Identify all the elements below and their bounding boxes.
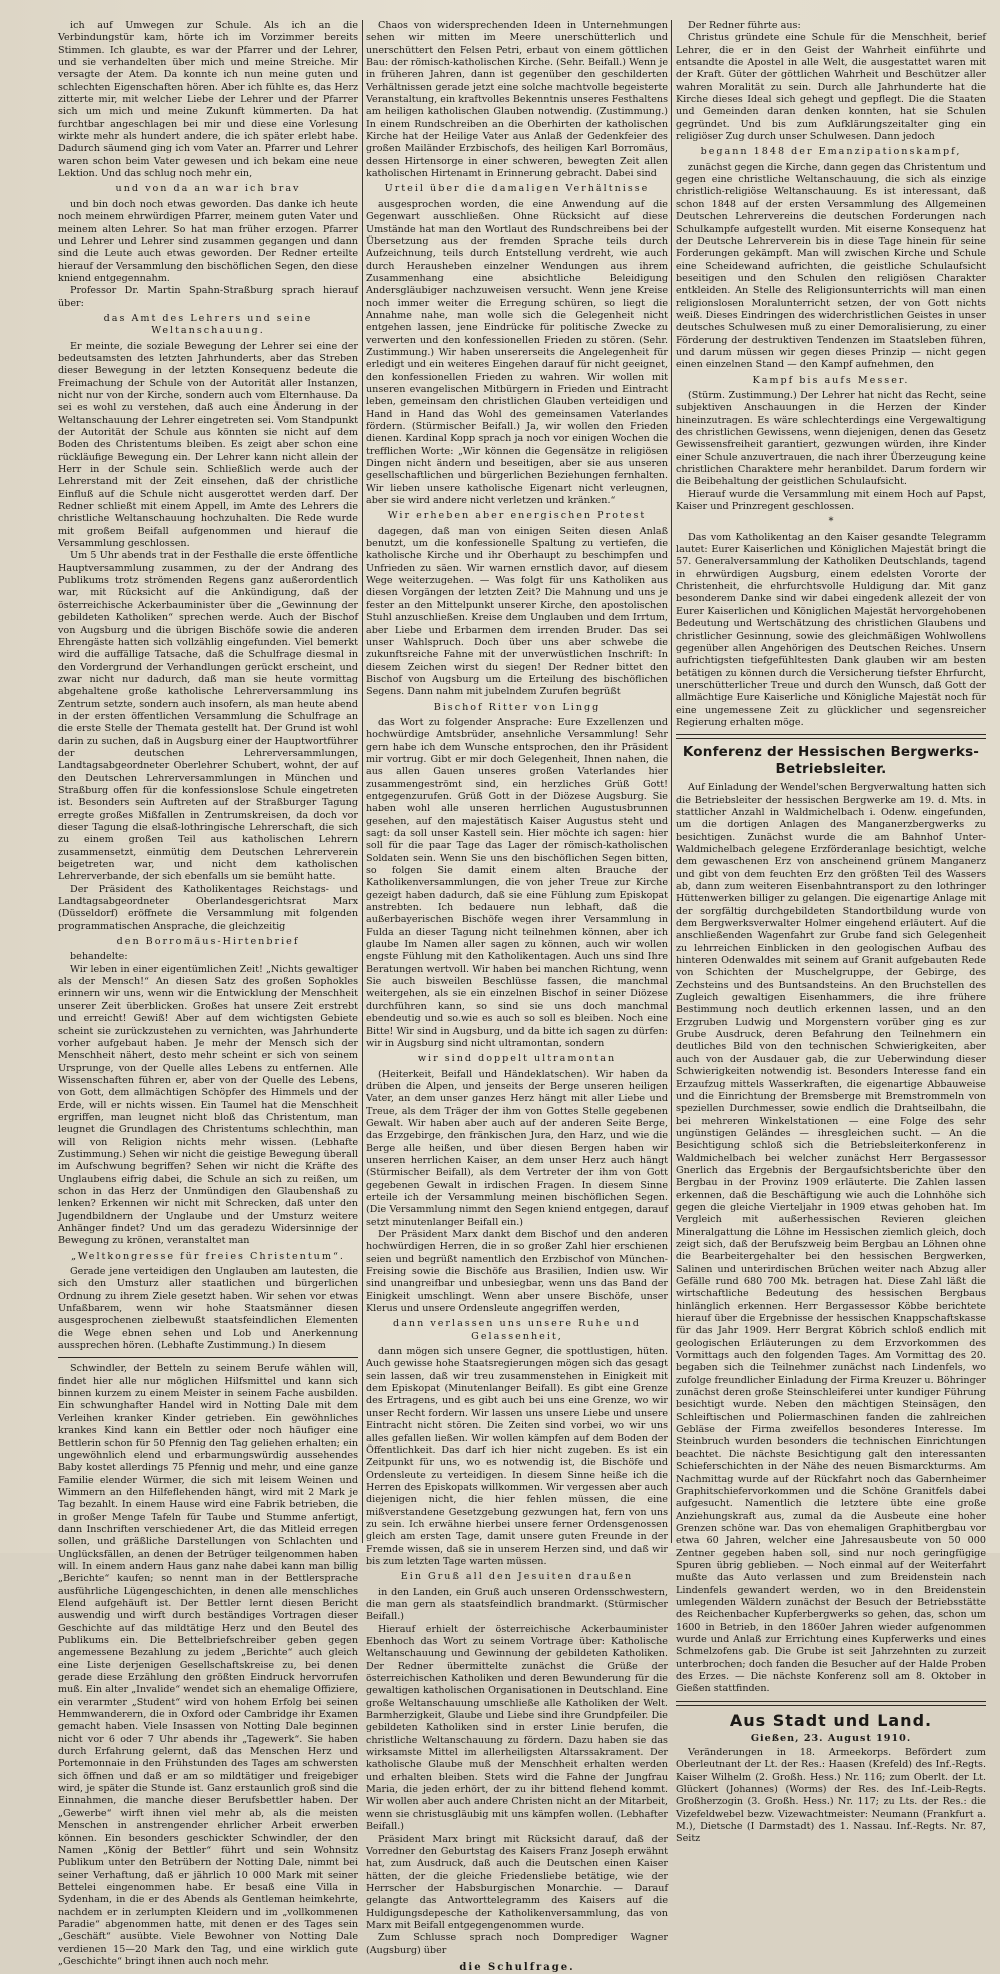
paragraph: dagegen, daß man von einigen Seiten diesen Anlaß benutzt, um die konfessionelle Spaltung zu vertiefen, die katholische Kirche und ihr Oberhaupt zu beschimpfen und Unfrieden zu säen. Wir warnen ernstlich davor, auf diesem Wege weiterzugehen. — Was folgt für uns Katholiken aus diesen Vorgängen der letzten Zeit? Die Mahnung und uns je fester an den Mittelpunkt unserer Kirche, den apostolischen Stuhl anzuschließen. Kreise dem Unglauben und dem Irrtum, aber Liebe und Erbarmen dem irrenden Bruder. Das sei unser Wahlspruch. Doch über uns aber schwebe die zukunftsreiche Fahne mit der unverwüstlichen Inschrift: In diesem Zeichen wirst du siegen! Der Redner bittet den Bischof von Augsburg um die Erteilung des bischöflichen Segens. Dann nahm mit jubelndem Zurufen begrüßt <box>366 525 668 698</box>
column-rule <box>671 20 672 1543</box>
column-1 <box>58 20 358 1967</box>
paragraph: (Stürm. Zustimmung.) Der Lehrer hat nicht das Recht, seine subjektiven Anschauungen in die Herzen der Kinder hineinzutragen. Es wäre schlechterdings eine Vergewaltigung des christlichen Gewissens, wenn diejenigen, denen das Gesetz Gewissensfreiheit garantiert, gezwungen würden, ihre Kinder einer Schule anzuvertrauen, die nach ihrer Überzeugung keine christlichen Charaktere mehr heranbildet. Darum fordern wir die Beibehaltung der geistlichen Schulaufsicht. <box>676 389 986 488</box>
subheading: das Amt des Lehrers und seine Weltanschauung. <box>103 312 313 337</box>
paragraph: Wir leben in einer eigentümlichen Zeit! „Nichts gewaltiger als der Mensch!“ An diesen Satz des großen Sophokles erinnern wir uns, wenn wir die Entwicklung der Menschheit unserer Zeit überblicken. Großes hat unsere Zeit erstrebt und erreicht! Gewiß! Aber auf dem wichtigsten Gebiete scheint sie zurückzustehen zu vernichten, was Jahrhunderte vorher aufgebaut haben. Je mehr der Mensch sich der Menschheit nähert, desto mehr scheint er sich von seinem Ursprunge, von der Quelle alles Lebens zu entfernen. Alle Wissenschaften führen er, aber von der Quelle des Lebens, von Gott, dem allmächtigen Schöpfer des Himmels und der Erde, will er nichts wissen. Ein Taumel hat die Menschheit ergriffen, man leugnet nicht bloß das Christentum, man leugnet die Grundlagen des Christentums schlechthin, man will von Religion nichts mehr wissen. (Lebhafte Zustimmung.) Sehen wir nicht die geistige Bewegung überall im Aufschwung begriffen? Sehen wir nicht die Kräfte des Unglaubens eifrig dabei, die Schule an sich zu reißen, um schon in das Herz der Unmündigen den Glaubenshaß zu lenken? Erkennen wir nicht mit Schrecken, daß unter den Jugendbildnern der Unglaube und der Umsturz weitere Anhänger findet? Und um das geradezu Widersinnige der Bewegung zu krönen, veranstaltet man <box>58 963 358 1247</box>
paragraph: Hierauf wurde die Versammlung mit einem Hoch auf Papst, Kaiser und Prinzregent geschlossen. <box>676 488 986 513</box>
divider <box>676 734 986 739</box>
subheading: dann verlassen uns unsere Ruhe und Gelassenheit, <box>393 1318 641 1342</box>
dateline: Gießen, 23. August 1910. <box>750 1732 912 1744</box>
paragraph: und bin doch noch etwas geworden. Das danke ich heute noch meinem ehrwürdigen Pfarrer, meinem guten Vater und meinem alten Lehrer. So hat man früher erzogen. Pfarrer und Lehrer und Lehrer sind zusammen gegangen und dann sind die Leute auch etwas geworden. Der Redner erteilte hierauf der Versammlung den bischöflichen Segen, den diese kniend entgegennahm. <box>58 198 358 284</box>
paragraph: Schwindler, der Betteln zu seinem Berufe wählen will, findet hier alle nur möglichen Hilfsmittel und kann sich binnen kurzem zu einem Meister in seinem Fache ausbilden. Ein schwunghafter Handel wird in Notting Dale mit dem Verleihen kranker Kinder getrieben. Ein gewöhnliches krankes Kind kann ein Bettler oder noch häufiger eine Bettlerin schon für 50 Pfennig den Tag geliehen erhalten; ein ungewöhnlich elend und erbarmungswürdig aussehendes Baby kostet allerdings 75 Pfennig und mehr, und eine ganze Familie elender Würmer, die sich mit leisem Weinen und Wimmern an den Hilfeflehenden hängt, wird mit 2 Mark je Tag bezahlt. In einem Hause wird eine Fabrik betrieben, die in großer Menge Tafeln für Taube und Stumme anfertigt, dann Inschriften verschiedener Art, die das Mitleid erregen sollen, und gräßliche Darstellungen von Schlachten und Unglücksfällen, an denen der Betrüger teilgenommen haben will. In einem andern Haus ganz nahe dabei kann man billig „Berichte“ kaufen; so nennt man in der Bettlersprache ausführliche Lügengeschichten, in denen alle menschliches Elend aufgehäuft ist. Der Bettler lernt diesen Bericht auswendig und wirft durch beständiges Vortragen dieser Geschichte auf das mildtätige Herz und den Beutel des Publikums ein. Die Bettelbriefschreiber geben gegen angemessene Bezahlung zu jedem „Berichte“ auch gleich eine Liste derjenigen Gesellschaftskreise zu, bei denen gerade diese Erzählung den größten Eindruck hervorrufen muß. Ein alter „Invalide“ wendet sich an ehemalige Offiziere, ein verarmter „Student“ wird von hohem Erfolg bei seinen Hemmwanderern, die in Oxford oder Cambridge ihr Examen gemacht haben. Viele Insassen von Notting Dale beginnen nicht vor 6 oder 7 Uhr abends ihr „Tagewerk“. Sie haben durch Erfahrung gelernt, daß das Menschen Herz und Portemonnaie in den Frühstunden des Tages am schwersten sich öffnen und daß er am so mildtätiger und freigebiger wird, je später die Stunde ist. Ganz erstaunlich groß sind die Einnahmen, die manche dieser Berufsbettler haben. Der „Gewerbe“ wirft ihnen viel mehr ab, als die meisten Menschen in anstrengender ehrlicher Arbeit erwerben können. Ein besonders geschickter Schwindler, der den Namen „König der Bettler“ führt und sein Wohnsitz Publikum unter den Betrübern der Notting Dale, nimmt bei seiner Verhaftung, daß er jährlich 10 000 Mark mit seiner Bettelei eingenommen habe. Er besaß eine Villa in Sydenham, in die er des Abends als Gentleman heimkehrte, nachdem er in zerlumpten Kleidern und im „vollkommenen Paradie“ abgenommen hatte, mit denen er des Tages sein „Geschäft“ ausübte. Viele Bewohner von Notting Dale verdienen 15—20 Mark den Tag, und eine wirklich gute „Geschichte“ bringt ihnen auch noch mehr. <box>58 1363 358 1967</box>
subheading: Bischof Ritter von Lingg <box>433 701 601 713</box>
subheading: begann 1848 der Emanzipationskampf, <box>700 146 962 158</box>
subheading: Ein Gruß all den Jesuiten draußen <box>400 1571 634 1583</box>
paragraph: dann mögen sich unsere Gegner, die spottlustigen, hüten. Auch gewisse hohe Staatsregierungen mögen sich das gesagt sein lassen, daß wir treu zusammenstehen in Einigkeit mit dem Episkopat (Minutenlanger Beifall). Es gibt eine Grenze des Ertragens, und es gibt auch bei uns eine Grenze, wo wir unser Recht fordern. Wir lassen uns unsere Liebe und unsere Eintracht nicht stören. Die Zeiten sind vorbei, wo wir uns alles gefallen ließen. Wir wollen kämpfen auf dem Boden der Öffentlichkeit. Das darf ich hier nicht zugeben. Es ist ein Zeitpunkt für uns, wo es notwendig ist, die Bischöfe und Ordensleute zu verteidigen. In diesem Sinne heiße ich die Herren des Episkopats willkommen. Wir vergessen aber auch diejenigen nicht, die hier fehlen müssen, die eine mißverstandene Gesetzgebung gezwungen hat, fern von uns zu sein. Ich erwähne hierbei unsere ferner Ordensgenossen gleich am ersten Tage, damit unsere guten Freunde in der Fremde wissen, daß sie in unserem Herzen sind, und daß wir bis zum letzten Tage warten müssen. <box>366 1346 668 1567</box>
paragraph: Präsident Marx bringt mit Rücksicht darauf, daß der Vorredner den Geburtstag des Kaisers Franz Joseph erwähnt hat, zum Ausdruck, daß auch die Deutschen einen Kaiser hätten, der die gleiche Friedensliebe betätige, wie der Herrscher der Habsburgischen Monarchie. — Darauf gelangte das Antworttelegramm des Kaisers auf die Huldigungsdepesche der Katholikenversammlung, das von Marx mit Beifall entgegengenommen wurde. <box>366 1833 668 1931</box>
paragraph: in den Landen, ein Gruß auch unseren Ordensschwestern, die man gern als staatsfeindlich brandmarkt. (Stürmischer Beifall.) <box>366 1586 668 1623</box>
divider <box>676 1701 986 1706</box>
paragraph: Christus gründete eine Schule für die Menschheit, berief Lehrer, die er in den Geist der Wahrheit einführte und entsandte die Apostel in alle Welt, die ausgestattet waren mit der Kraft. Güter der göttlichen Wahrheit und Beschützer aller wahren Moralität zu sein. Durch alle Jahrhunderte hat die Kirche dieses Ideal sich gehegt und gepflegt. Die die Staaten und Gemeinden daran denken konnten, hat sie Schulen gegründet. Und bis zum Aufklärungszeitalter ging ein religiöser Zug durch unser Schulwesen. Dann jedoch <box>676 32 986 143</box>
paragraph: ich auf Umwegen zur Schule. Als ich an die Verbindungstür kam, hörte ich im Vorzimmer bereits Stimmen. Ich glaubte, es war der Pfarrer und der Lehrer, und sie verhandelten über mich und meine Streiche. Mir versagte der Atem. Da konnte ich nun meine guten und schlechten Eigenschaften hören. Aber ich fühlte es, das Herz zitterte mir, mit welcher Liebe der Lehrer und der Pfarrer sich um mich und meine Zukunft kümmerten. Da hat furchtbar angeschlagen bei mir und diese eine Vorlesung wirkte mehr als hundert andere, die ich später erlebt habe. Dadurch säumend ging ich vom Vater an. Pfarrer und Lehrer waren schon beim Vater gewesen und ich bekam eine neue Lektion. Und das schlug noch mehr ein, <box>58 20 358 180</box>
paragraph: Auf Einladung der Wendel'schen Bergverwaltung hatten sich die Betriebsleiter der hessischen Bergwerke am 19. d. Mts. in stattlicher Anzahl in Waldmichelbach i. Odenw. eingefunden, um die dortigen Anlagen des Manganerzbergwerks zu besichtigen. Zunächst wurde die am Bahnhof Unter-Waldmichelbach gelegene Erzförderanlage besichtigt, welche dem gewaschenen Erz von anscheinend grünem Manganerz und gibt von dem feuchten Erz den größten Teil des Wassers ab, dann zum weiteren Eisenbahntransport zu den lothringer Hüttenwerken billiger zu gelangen. Die eigenartige Anlage mit der sorgfältig durchgebildeten Standortbildung wurde von dem Bergwerksverwalter Holmer eingehend erläutert. Auf die anschließenden Wagenfahrt zur Grube fand sich Gelegenheit zu lehrreichen Einblicken in den geologischen Aufbau des hinteren Odenwaldes mit seinem auf Granit aufgebauten Rede von Schichten der Muschelgruppe, der Gebirge, des Zechsteins und des Buntsandsteins. An den Bruchstellen des Zugleich gewaltigen Eisenhammers, die ihre frühere Bestimmung noch deutlich erkennen lassen, und an den Erzgruben Ludwig und Morgenstern vorüber ging es zur Grube Ausdruck, deren Befahrung den Teilnehmern ein deutliches Bild von den technischen Schwierigkeiten, aber auch von der Ausdauer gab, die zur Ueberwindung dieser Schwierigkeiten notwendig ist. Besonders Interesse fand ein Erzaufzug mittels Wasserkraften, die eigenartige Abbauweise und die Einrichtung der Bremsberge mit Bremstrommeln von speziellen Durchmesser, sowie endlich die Drahtseilbahn, die bei mehreren Winkelstationen — eine Folge des sehr ungünstigen Geländes — ihresgleichen sucht. — An die Besichtigung schloß sich die Betriebsleiterkonferenz in Waldmichelbach bei welcher zunächst Herr Bergassessor Gnerlich das Ergebnis der Bergaufsichtsberichte über den Bergbau in der Provinz 1909 erläuterte. Die Zahlen lassen erkennen, daß die Beschäftigung wie auch die Lohnhöhe sich gegen die gleiche Vierteljahr in 1909 etwas gehoben hat. Im Vergleich mit außerhessischen Revieren gleichen Mineralgattung die Löhne im Hessischen ziemlich gleich, doch zeigt sich, daß der Berufszweig beim Bergbau an Löhnen ohne die Bearbeitergehalter bei den hessischen Bergwerken, Salinen und unterirdischen Brüchen weiter nach Abzug aller Gefälle rund 680 700 Mk. betragen hat. Diese Zahl läßt die wirtschaftliche Bedeutung des hessischen Bergbaus hinlänglich erkennen. Herr Bergassessor Köbbe berichtete hierauf über die Ergebnisse der hessischen Knappschaftskasse für das Jahr 1909. Herr Bergrat Köbrich schloß endlich mit geologischen Erläuterungen zu dem Erzvorkommen des Vormittags auch den folgenden Tages. Am Vormittag des 20. begaben sich die Teilnehmer zunächst nach Lindenfels, wo zufolge freundlicher Einladung der Firma Kreuzer u. Böhringer zunächst deren große Steinschleiferei unter kundiger Führung besichtigt wurde. Neben den mächtigen Steinsägen, den Schleiftischen und Poliermaschinen fanden die zahlreichen Gebläse der Firma zweifellos besonderes Interesse. Im Steinbruch wurden besonders die technischen Einrichtungen beachtet. Die nächste Besichtigung galt den interessanten Schieferschichten in der Nähe des neuen Bismarckturms. Am Nachmittag wurde auf der Rückfahrt noch das Gabernheimer Graphitschiefervorkommen und die Schöne Granitfels dabei aufgesucht. Namentlich die letztere übte eine große Anziehungskraft aus, zumal da die Ausbeute eine hoher Grenzen schöne war. Das von ehemaligen Graphitbergbau vor etwa 60 Jahren, welcher eine Jahresausbeute von 50 000 Zentner gegeben haben soll, sind nur noch geringfügige Spuren übrig geblieben. — Noch einmal auf der Weiterfahrt mußte das Auto verlassen und zum Breidenstein nach Lindenfels gewandert werden, wo in den Breidenstein umlegenden Wäldern zunächst der Besuch der Betriebsstätte des Reichenbacher Kupferbergwerks so gehen, das, schon um 1600 in Betrieb, in den 1860er Jahren wieder aufgenommen wurde und Anlaß zur Errichtung eines Kupferwerks und eines Schmelzofens gab. Die Grube ist seit Jahrzehnten zu zurzeit unterbrochen; doch fanden die Besucher auf der Halde Proben des Erzes. — Die nächste Konferenz soll am 8. Oktober in Gießen stattfinden. <box>676 782 986 1695</box>
paragraph: Professor Dr. Martin Spahn-Straßburg sprach hierauf über: <box>58 285 358 309</box>
divider <box>58 1357 358 1358</box>
column-rule <box>362 20 363 1543</box>
paragraph: Hierauf erhielt der österreichische Ackerbauminister Ebenhoch das Wort zu seinem Vortrage über: Katholische Weltanschauung und Gewinnung der gebildeten Katholiken. Der Redner übermittelte zunächst die Grüße der österreichischen Katholiken und deren Bewunderung für die gewaltigen katholischen Organisationen in Deutschland. Eine große Weltanschauung umschließe alle Katholiken der Welt. Barmherzigkeit, Glaube und Liebe sind ihre Grundpfeiler. Die gebildeten Katholiken sind in erster Linie berufen, die christliche Weltanschauung zu fördern. Dazu haben sie das wirksamste Mittel im allerheiligsten Altarssakrament. Der katholische Glaube muß der Menschheit erhalten werden und erhalten bleiben. Stets wird die Fahne der Jungfrau Maria, die jeden erhört, der zu ihr bittend flehend kommt. Wir wollen aber auch andere Christen nicht an der Mitarbeit, wenn sie christusgläubig mit uns kämpfen wollen. (Lebhafter Beifall.) <box>366 1623 668 1833</box>
section-headline: Aus Stadt und Land. <box>729 1710 933 1730</box>
paragraph: das Wort zu folgender Ansprache: Eure Exzellenzen und hochwürdige Amtsbrüder, ansehnliche Versammlung! Sehr gern habe ich dem Wunsche entsprochen, den ihr Präsident mir vortrug. Gibt er mir doch Gelegenheit, Ihnen nahen, die aus allen Gauen unseres großen Vaterlandes hier zusammengeströmt sind, ein herzliches Grüß Gott! entgegenzurufen. Grüß Gott in der Diözese Augsburg. Sie haben wohl alle unseren herrlichen Augustusbrunnen gesehen, auf den majestätisch Kaiser Augustus steht und sagt: da soll unser Kastell sein. Hier möchte ich sagen: hier soll für die paar Tage das Lager der römisch-katholischen Soldaten sein. Wenn Sie uns den bischöflichen Segen bitten, so folgen Sie damit einem alten Brauche der Katholikenversammlungen, die von jeher Treue zur Kirche gezeigt haben dadurch, daß sie eine Fühlung zum Episkopat anstrebten. Ich bedauere nun lebhaft, daß die außerbayerischen Bischöfe wegen ihrer Versammlung in Fulda an dieser Tagung nicht teilnehmen können, aber ich glaube Im Namen aller sagen zu können, auch wir wollen engste Fühlung mit den Katholikentagen. Auch uns sind Ihre Beratungen wertvoll. Wir haben bei manchen Richtung, wenn Sie auch bisweilen Beschlüsse fassen, die manchmal weitergehen, als sie ein einzelnen Bischof in seiner Diözese durchführen kann, so sind sie uns doch manchmal ebendeutig und so.wie es auch so soll es bleiben. Noch eine Bitte! Wir sind in Augsburg, und da bitte ich sagen zu dürfen: wir in Augsburg sind nicht ultramontan, sondern <box>366 716 668 1049</box>
paragraph: Der Präsident Marx dankt dem Bischof und den anderen hochwürdigen Herren, die in so großer Zahl hier erschienen seien und begrüßt namentlich den Erzbischof von München-Freising sowie die Bischöfe aus Brasilien, Indien usw. Wir sind unangreifbar und unbesiegbar, wenn uns das Band der Einigkeit umschlingt. Wenn aber unsere Bischöfe, unser Klerus und unsere Ordensleute angegriffen werden, <box>366 1229 668 1315</box>
paragraph: ausgesprochen worden, die eine Anwendung auf die Gegenwart ausschließen. Ohne Rücksicht auf diese Umstände hat man den Wortlaut des Rundschreibens bei der Übersetzung aus der fremden Sprache teils durch Aufzeichnung, teils durch Entstellung verdreht, wie auch durch Herausheben einzelner Wendungen aus ihrem Zusammenhang eine absichtliche Beleidigung Andersgläubiger nachzuweisen versucht. Wenn jene Kreise noch immer weiter die Erregung schüren, so liegt die Annahme nahe, man wolle sich die Gelegenheit nicht entgehen lassen, jene Eindrücke für politische Zwecke zu verwerten und den konfessionellen Frieden zu stören. (Sehr. Zustimmung.) Wir haben unsererseits die Angelegenheit für erledigt und ein weiteres Eingehen darauf für nicht geeignet, den konfessionellen Frieden zu wahren. Wir wollen mit unseren evangelischen Mitbürgern in Frieden und Eintracht leben, gemeinsam den christlichen Glauben verteidigen und Hand in Hand das Wohl des gemeinsamen Vaterlandes fördern. (Stürmischer Beifall.) Ja, wir wollen den Frieden dienen. Kardinal Kopp sprach ja noch vor einigen Wochen die trefflichen Worte: „Wir können die Gegensätze in religiösen Dingen nicht ändern und beseitigen, aber sie aus unseren gesellschaftlichen und bürgerlichen Beziehungen fernhalten. Wir lieben unsere katholische Eigenart nicht verleugnen, aber sie wird andere nicht verletzen und kränken.“ <box>366 198 668 507</box>
subheading: Urteil über die damaligen Verhältnisse <box>384 183 650 195</box>
paragraph: Das vom Katholikentag an den Kaiser gesandte Telegramm lautet: Eurer Kaiserlichen und Königlichen Majestät bringt die 57. Generalversammlung der Katholiken Deutschlands, tagend in ehrwürdigen Augsburg, einem edelsten Vororte der Christenheit, die ehrfurchtsvolle Huldigung dar. Mit ganz besonderem Danke sind wir dabei eingedenk allezeit der von Eurer Kaiserlichen und Königlichen Majestät hervorgehobenen Bedeutung und Wertschätzung des christlichen Glaubens und christlicher Gesinnung, sowie des gleichmäßigen Wohlwollens gegenüber allen Angehörigen des Deutschen Reiches. Unsern aufrichtigsten tiefgefühltesten Dank glauben wir am besten betätigen zu können durch die Versicherung tiefster Ehrfurcht, unerschütterlicher Treue und durch den Wunsch, daß Gott der allmächtige Eure Kaiserliche und Königliche Majestät noch für eine ungemessene Zeit zu glücklicher und segensreicher Regierung erhalten möge. <box>676 531 986 728</box>
paragraph: Der Redner führte aus: <box>688 20 801 31</box>
paragraph: Veränderungen in 18. Armeekorps. Befördert zum Oberleutnant der Lt. der Res.: Haasen (Krefeld) des Inf.-Regts. Kaiser Wilhelm (2. Großh. Hess.) Nr. 116; zum Oberlt. der Lt. Glückert (Johannes) (Worms) der Res. des Inf.-Leib-Regts. Großherzogin (3. Großh. Hess.) Nr. 117; zu Lts. der Res.: die Vizefeldwebel bezw. Vizewachtmeister: Neumann (Frankfurt a. M.), Dietsche (I Darmstadt) des 1. Nassau. Inf.-Regts. Nr. 87, Seitz <box>676 1747 986 1845</box>
subheading: den Borromäus-Hirtenbrief <box>116 936 300 948</box>
paragraph: zunächst gegen die Kirche, dann gegen das Christentum und gegen eine christliche Weltanschauung, die sich als einzige christlich-religiöse Weltanschauung. Es ist interessant, daß schon 1848 auf der ersten Versammlung des Allgemeinen Deutschen Lehrervereins die deutschen Forderungen nach Schulkampfe aufgestellt wurden. Mit eiserne Konsequenz hat der Deutsche Lehrerverein bis in diese Tage hinein für seine Forderungen gekämpft. Man will zwischen Kirche und Schule eine Scheidewand aufrichten, die geistliche Schulaufsicht beseitigen und den Schulen den religiösen Charakter entkleiden. An Stelle des Religionsunterrichts will man einen religionslosen Moralunterricht setzen, der von Gott nichts weiß. Dieses Eindringen des widerchristlichen Geistes in unser deutsches Schulwesen muß zu einer Demoralisierung, zu einer Förderung der destruktiven Tendenzen im Staatsleben führen, und darum müssen wir gegen dieses Prinzip — nicht gegen einen einzelnen Stand — den Kampf aufnehmen, den <box>676 161 986 371</box>
paragraph: behandelte: <box>70 951 128 963</box>
subheading: Kampf bis aufs Messer. <box>752 374 910 386</box>
paragraph: Er meinte, die soziale Bewegung der Lehrer sei eine der bedeutsamsten des letzten Jahrhunderts, aber das Streben dieser Bewegung in der letzten Konsequenz bedeute die Freimachung der Schule von der Autorität aller Instanzen, nicht nur von der Kirche, sondern auch vom Elternhause. Da sei es wohl zu verstehen, daß auch eine Änderung in der Weltanschauung der Lehrer eingetreten sei. Vom Standpunkt der Autorität der Schule aus könnten sie nicht auf dem Boden des Christentums bleiben. Es zeigt aber schon eine rückläufige Bewegung ein. Der Lehrer kann nicht allein der Herr in der Schule sein. Schließlich werde auch der Lehrerstand mit der Zeit einsehen, daß der christliche Einfluß auf die Schule nicht ausgerottet werden darf. Der Redner schließt mit einem Appell, im Amte des Lehrers die christliche Weltanschauung hochzuhalten. Die Rede wurde mit großem Beifall aufgenommen und hierauf die Versammlung geschlossen. <box>58 340 358 550</box>
subheading: wir sind doppelt ultramontan <box>417 1053 617 1065</box>
paragraph: Gerade jene verteidigen den Unglauben am lautesten, die sich den Umsturz aller staatlichen und bürgerlichen Ordnung zu ihrem Ziele gesetzt haben. Wir sehen vor etwas Unfaßbarem, wenn wir hohe Staatsmänner diesen ausgesprochenen zielbewußt staatsfeindlichen Elementen die Wege ebnen sehen und Lob und Anerkennung aussprechen hören. (Lebhafte Zustimmung.) In diesem <box>58 1266 358 1352</box>
column-2 <box>366 20 668 1973</box>
article-headline: Konferenz der Hessischen Bergwerks-Betriebsleiter. <box>682 744 980 778</box>
subheading: „Weltkongresse für freies Christentum“. <box>71 1250 345 1262</box>
closing-line: die Schulfrage. <box>459 1961 575 1973</box>
paragraph: (Heiterkeit, Beifall und Händeklatschen). Wir haben da drüben die Alpen, und jenseits der Berge unseren heiligen Vater, an dem unser ganzes Herz hängt mit aller Liebe und Treue, als dem Träger der ihm von Gottes Stelle gegebenen Gewalt. Wir haben aber auch auf der anderen Seite Berge, das Erzgebirge, den fränkischen Jura, den Harz, und wie die Berge alle heißen, und über diesen Bergen haben wir unseren herrlichen Kaiser, an dem unser Herz auch hängt (Stürmischer Beifall), als dem Vertreter der ihm von Gott gegebenen Gewalt in irdischen Fragen. In diesem Sinne erteile ich der Versammlung meinen bischöflichen Segen. (Die Versammlung nimmt den Segen kniend entgegen, darauf setzt minutenlanger Beifall ein.) <box>366 1068 668 1228</box>
column-3 <box>676 20 986 1845</box>
paragraph: Chaos von widersprechenden Ideen in Unternehmungen sehen wir mitten im Meere unerschütterlich und unerschüttert den Felsen Petri, erbaut von einem göttlichen Bau: der römisch-katholischen Kirche. (Sehr. Beifall.) Wenn je in früheren Jahren, dann ist gegenüber den geschilderten Verhältnissen gerade jetzt eine solche machtvolle begeisterte Veranstaltung, ein kraftvolles Bekenntnis unseres Festhaltens am heiligen katholischen Glauben notwendig. (Zustimmung.) In einem Rundschreiben an die Oberhirten der katholischen Kirche hat der Heilige Vater aus Anlaß der Gedenkfeier des großen Mailänder Erzbischofs, des heiligen Karl Borromäus, dessen Hirtensorge in einer schweren, bewegten Zeit allen katholischen Hirtenamt in Erinnerung gebracht. Dabei sind <box>366 20 668 180</box>
section-star: * <box>828 516 834 528</box>
subheading: und von da an war ich brav <box>115 183 301 195</box>
paragraph: Zum Schlusse sprach noch Domprediger Wagner (Augsburg) über <box>366 1932 668 1956</box>
subheading: Wir erheben aber energischen Protest <box>387 510 647 522</box>
paragraph: Um 5 Uhr abends trat in der Festhalle die erste öffentliche Hauptversammlung zusammen, zu der der Andrang des Publikums trotz strömenden Regens ganz außerordentlich war, mit Rücksicht auf die Ankündigung, daß der österreichische Ackerbauminister über die „Gewinnung der gebildeten Katholiken“ sprechen werde. Auch der Bischof von Augsburg und die übrigen Bischöfe sowie die anderen Ehrengäste hatten sich vollzählig eingefunden. Viel bemerkt wird die auffällige Tatsache, daß die Schulfrage diesmal in den Vordergrund der Verhandlungen gerückt erscheint, und zwar nicht nur dadurch, daß man sie heute vormittag abgehaltene große katholische Lehrerversammlung ins Zentrum setzte, sondern auch insofern, als man heute abend in der ersten öffentlichen Versammlung die Schulfrage an die erste Stelle der Themata gestellt hat. Der Grund ist wohl darin zu suchen, daß in Augsburg einer der Hauptwortführer der deutschen Lehrerversammlungen, Landtagsabgeordneter Oberlehrer Schubert, wohnt, der auf den Deutschen Lehrerversammlungen in München und Straßburg offen für die konfessionslose Schule eingetreten ist. Besonders sein Auftreten auf der Straßburger Tagung erregte großes Mißfallen in Zentrumskreisen, da doch vor dieser Tagung die elsaß-lothringische Lehrerschaft, die sich zu einem großen Teil aus katholischen Lehrern zusammensetzt, einmütig dem Deutschen Lehrerverein beigetreten war, und nicht dem katholischen Lehrerverbande, der sich ebenfalls um sie bemüht hatte. <box>58 550 358 883</box>
paragraph: Der Präsident des Katholikentages Reichstags- und Landtagsabgeordneter Oberlandesgerichtsrat Marx (Düsseldorf) eröffnete die Versammlung mit folgenden programmatischen Ansprache, die gleichzeitig <box>58 883 358 932</box>
